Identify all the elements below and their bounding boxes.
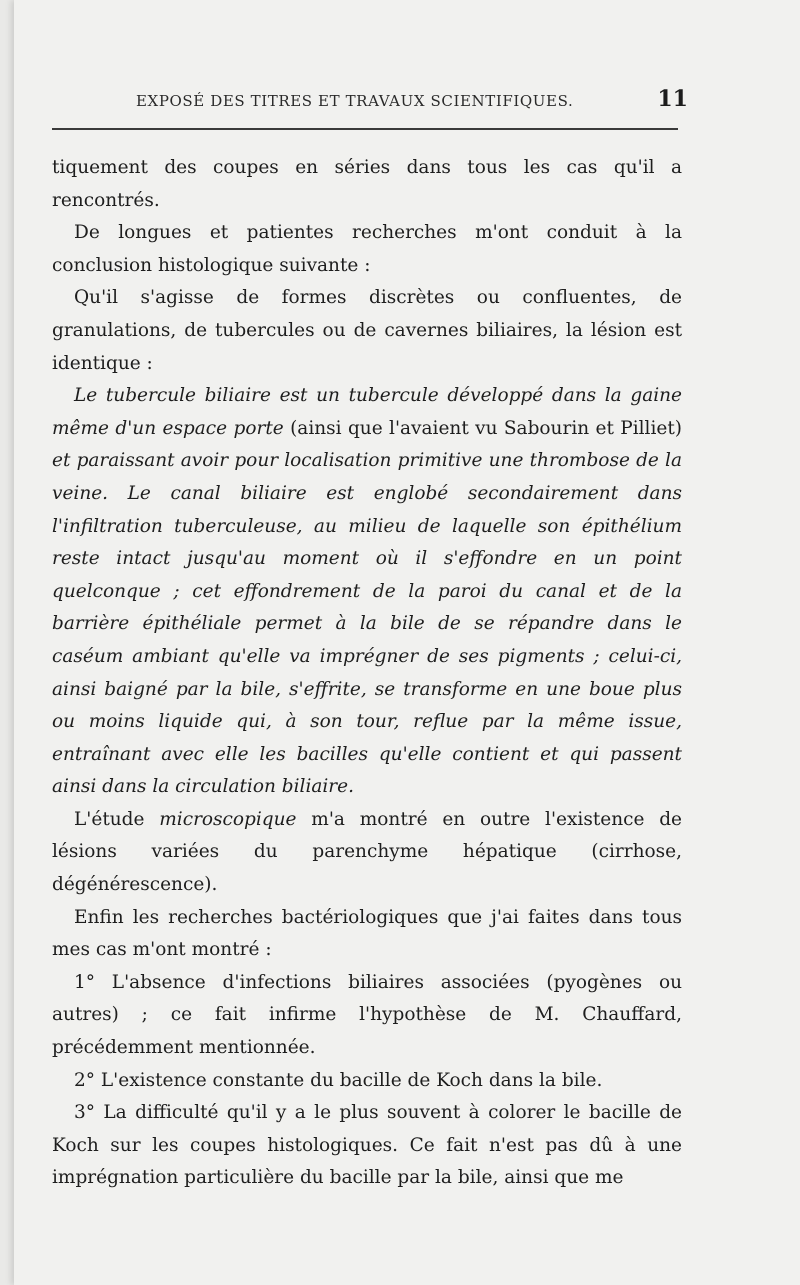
- paragraph-3-text: Qu'il s'agisse de formes discrètes ou confluentes, de granulations, de tubercules ou de cavernes biliaires, la lésion est identique :: [52, 287, 682, 374]
- paragraph-2-text: De longues et patientes recherches m'ont conduit à la conclusion histologique suivante :: [52, 222, 682, 276]
- list-item-3: [52, 1097, 682, 1195]
- paragraph-continuation: [52, 152, 682, 217]
- paragraph-6-text: Enfin les recherches bactériologiques que j'ai faites dans tous mes cas m'ont montré :: [52, 906, 682, 961]
- page-header: [66, 86, 694, 116]
- paragraph-research: [52, 217, 682, 282]
- paragraph-lesion: [52, 282, 682, 380]
- paragraph-conclusion: [52, 380, 682, 804]
- conclusion-roman-1: (ainsi que l'avaient vu Sabourin et Pilliet): [283, 417, 682, 439]
- paragraph-bacteriology: [52, 902, 682, 967]
- page-number: 11: [657, 86, 688, 112]
- conclusion-italic-2: et paraissant avoir pour localisation primitive une thrombose de la veine. Le canal biliaire est englobé secondairement dans l'infiltration tuberculeuse, au milieu de laquelle son épithélium reste intact jusqu'au moment où il s'effondre en un point quelconque ; cet effondrement de la paroi du canal et de la barrière épithéliale permet à la bile de se répandre dans le caséum ambiant qu'elle va imprégner de ses pigments ; celui-ci, ainsi baigné par la bile, s'effrite, se transforme en une boue plus ou moins liquide qui, à son tour, reflue par la même issue, entraînant avec elle les bacilles qu'elle contient et qui passent ainsi dans la circulation biliaire.: [52, 450, 682, 798]
- list-item-2-text: 2° L'existence constante du bacille de Koch dans la bile.: [74, 1069, 603, 1091]
- microscopic-italic: microscopique: [159, 808, 297, 830]
- paragraph-1-text: tiquement des coupes en séries dans tous les cas qu'il a rencontrés.: [52, 157, 682, 211]
- list-item-1: [52, 967, 682, 1065]
- list-item-2: [52, 1065, 682, 1098]
- header-rule: [52, 128, 678, 130]
- body-text: [52, 152, 682, 1195]
- conclusion-italic-1: Le tubercule biliaire est un tubercule développé dans la gaine même d'un espace porte: [52, 385, 682, 439]
- paragraph-microscopic: [52, 804, 682, 902]
- list-item-1-text: 1° L'absence d'infections biliaires associées (pyogènes ou autres) ; ce fait infirme l'hypothèse de M. Chauffard, précédemment mentionnée.: [52, 971, 682, 1059]
- microscopic-roman-2: m'a montré en outre l'existence de lésions variées du parenchyme hépatique (cirrhose, dégénérescence).: [52, 808, 682, 896]
- list-item-3-text: 3° La difficulté qu'il y a le plus souvent à colorer le bacille de Koch sur les coupes histologiques. Ce fait n'est pas dû à une imprégnation particulière du bacille par la bile, ainsi que me: [52, 1102, 682, 1189]
- microscopic-roman-1: L'étude: [74, 808, 160, 830]
- running-title: EXPOSÉ DES TITRES ET TRAVAUX SCIENTIFIQUES.: [136, 92, 574, 110]
